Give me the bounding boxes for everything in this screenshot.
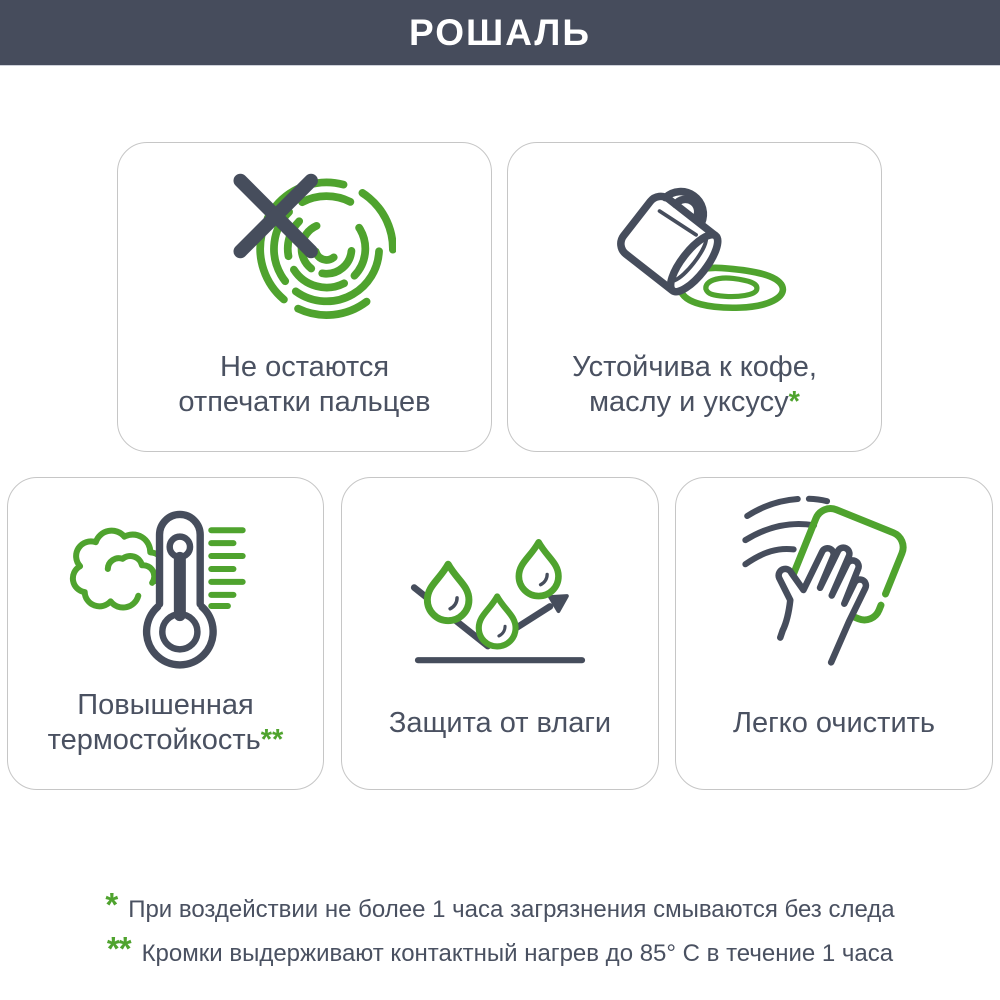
footnote-text: Кромки выдерживают контактный нагрев до 85° C в течение 1 часа bbox=[141, 939, 894, 967]
feature-card-easy-to-clean bbox=[675, 477, 993, 790]
feature-card-heat-resistant bbox=[7, 477, 324, 790]
footnote-marker: ** bbox=[106, 930, 131, 967]
feature-caption: Легко очистить bbox=[732, 706, 936, 739]
hand-wiping-cloth-icon bbox=[734, 478, 934, 675]
footnote-text: При воздействии не более 1 часа загрязнения смываются без следа bbox=[128, 895, 895, 923]
feature-caption: Устойчива к кофе, маслу и уксусу* bbox=[572, 351, 817, 418]
feature-caption: Защита от влаги bbox=[388, 706, 612, 739]
water-drops-bounce-icon bbox=[401, 478, 599, 675]
brand-title: РОШАЛЬ bbox=[409, 11, 591, 53]
footnote-1 bbox=[105, 886, 895, 926]
spilled-cup-icon bbox=[589, 143, 801, 337]
footnote-marker: * bbox=[105, 886, 118, 923]
footnotes bbox=[0, 886, 1000, 970]
asterisk-marker: * bbox=[788, 386, 800, 418]
feature-card-no-fingerprints bbox=[117, 142, 492, 452]
no-fingerprint-icon bbox=[214, 143, 396, 337]
feature-caption: Не остаются отпечатки пальцев bbox=[178, 351, 431, 418]
feature-caption: Повышенная термостойкость** bbox=[47, 689, 284, 756]
thermometer-steam-icon bbox=[69, 478, 263, 675]
feature-card-stain-resistant bbox=[507, 142, 882, 452]
asterisk-marker: ** bbox=[260, 724, 284, 756]
footnote-2 bbox=[106, 930, 894, 970]
feature-card-moisture-protection bbox=[341, 477, 659, 790]
brand-header bbox=[0, 0, 1000, 66]
